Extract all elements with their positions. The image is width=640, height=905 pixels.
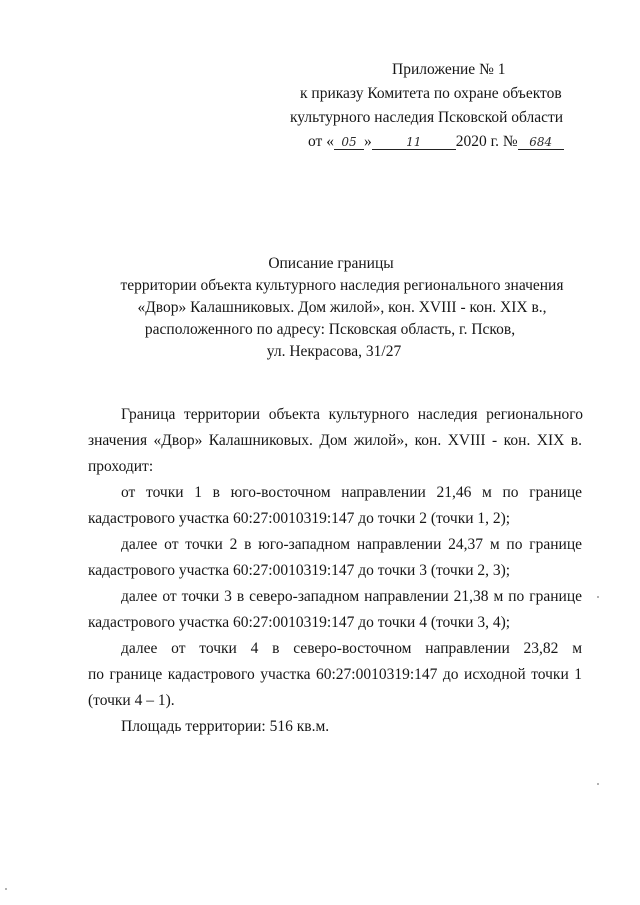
segment-1-line-1: от точки 1 в юго-восточном направлении 21,46 м по границе [121,484,582,501]
scan-speck [5,888,7,890]
segment-4-line-3: (точки 4 – 1). [88,692,175,709]
segment-4-line-1: далее от точки 4 в северо-восточном направлении 23,82 м [121,640,582,657]
title-line-2: территории объекта культурного наследия регионального значения [120,277,564,294]
intro-line-3: проходит: [88,458,154,475]
segment-3-line-2: кадастрового участка 60:27:0010319:147 до точки 4 (точки 3, 4); [88,614,511,631]
territory-area: Площадь территории: 516 кв.м. [121,718,330,735]
scan-speck [597,783,599,785]
number-field [518,135,564,150]
appendix-title: Приложение № 1 [392,61,506,78]
segment-3-line-1: далее от точки 3 в северо-западном направлении 21,38 м по границе [121,588,582,605]
title-line-4: расположенного по адресу: Псковская область, г. Псков, [144,321,516,338]
day-field [334,135,364,150]
appendix-order-line: к приказу Комитета по охране объектов [300,85,562,102]
appendix-committee-line: культурного наследия Псковской области [290,109,564,126]
intro-line-2: значения «Двор» Калашниковых. Дом жилой», кон. XVIII - кон. XIX в. [88,432,582,449]
segment-2-line-2: кадастрового участка 60:27:0010319:147 до точки 3 (точки 2, 3); [88,562,511,579]
year-text: 2020 г. № [455,133,518,150]
segment-4-line-2: по границе кадастрового участка 60:27:0010319:147 до исходной точки 1 [88,666,582,683]
title-line-5: ул. Некрасова, 31/27 [266,343,402,360]
quote-close: » [363,133,372,150]
title-line-3: «Двор» Калашниковых. Дом жилой», кон. XVIII - кон. XIX в., [137,299,547,316]
number-handwritten: 684 [529,135,553,149]
segment-1-line-2: кадастрового участка 60:27:0010319:147 до точки 2 (точки 1, 2); [88,510,511,527]
date-prefix: от « [308,133,334,150]
segment-2-line-1: далее от точки 2 в юго-западном направлении 24,37 м по границе [121,536,582,553]
appendix-date-line [308,132,564,152]
month-handwritten: 11 [406,135,422,149]
month-field [372,135,456,150]
day-handwritten: 05 [341,135,357,149]
title-line-1: Описание границы [268,255,394,272]
scan-speck [597,596,599,598]
intro-line-1: Граница территории объекта культурного наследия регионального [121,406,583,423]
